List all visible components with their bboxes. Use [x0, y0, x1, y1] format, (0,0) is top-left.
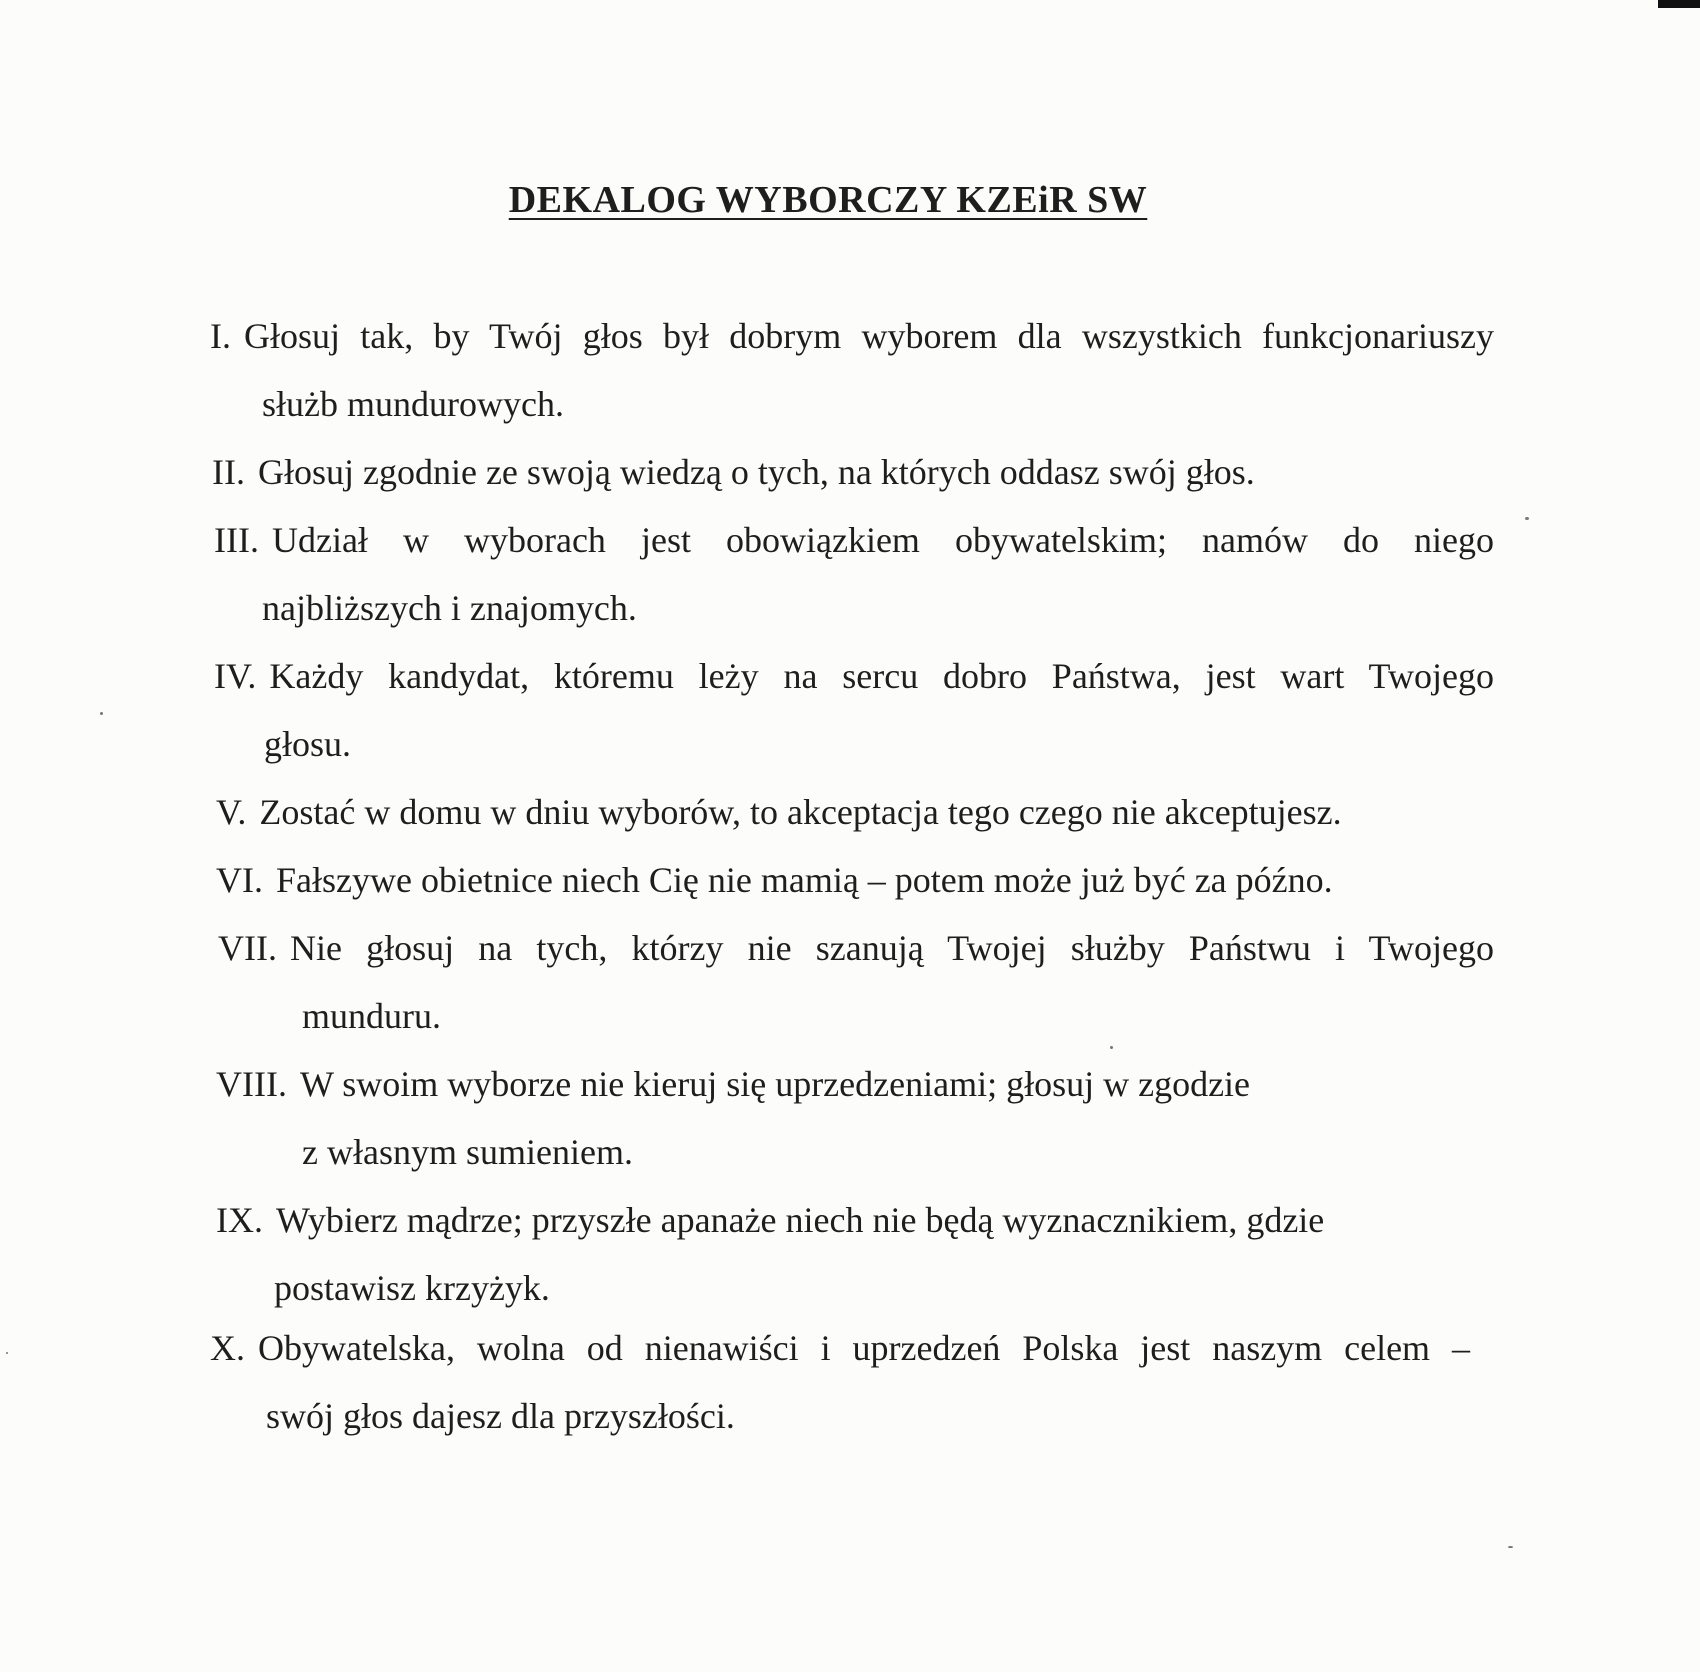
rule-number: X.: [210, 1328, 245, 1368]
scan-speck: [1508, 1546, 1513, 1548]
rule-text: Każdy kandydat, któremu leży na sercu dobro Państwa, jest wart Twojego: [269, 656, 1494, 696]
rule-item-8: [216, 1050, 1250, 1118]
scan-speck: [1110, 1046, 1113, 1049]
rule-item-9-continuation: postawisz krzyżyk.: [274, 1268, 550, 1308]
rule-text: Głosuj tak, by Twój głos był dobrym wyborem dla wszystkich funkcjonariuszy: [244, 316, 1494, 356]
scan-speck: [100, 712, 103, 715]
rule-item-4-continuation: głosu.: [264, 724, 352, 764]
rule-number: III.: [214, 520, 259, 560]
rule-text: Nie głosuj na tych, którzy nie szanują Twojej służby Państwu i Twojego: [289, 928, 1494, 968]
rule-number: II.: [212, 452, 245, 492]
rule-text: Zostać w domu w dniu wyborów, to akceptacja tego czego nie akceptujesz.: [259, 792, 1342, 832]
rule-text: Fałszywe obietnice niech Cię nie mamią – potem może już być za późno.: [276, 860, 1333, 900]
rule-text: Głosuj zgodnie ze swoją wiedzą o tych, na których oddasz swój głos.: [257, 452, 1255, 492]
rule-number: IV.: [214, 656, 257, 696]
rule-text: W swoim wyborze nie kieruj się uprzedzeniami; głosuj w zgodzie: [299, 1064, 1251, 1104]
rule-item-7: [218, 914, 1494, 982]
rule-item-8-continuation: z własnym sumieniem.: [302, 1132, 633, 1172]
rule-item-7-continuation: munduru.: [302, 996, 441, 1036]
rule-number: V.: [216, 792, 247, 832]
scan-speck: [1525, 517, 1529, 520]
rule-number: I.: [210, 316, 231, 356]
scan-speck: [6, 1352, 8, 1354]
rule-item-2: [212, 438, 1255, 506]
rule-item-3: [214, 506, 1494, 574]
rule-item-1: [210, 302, 1494, 370]
rule-item-10-continuation: swój głos dajesz dla przyszłości.: [266, 1396, 735, 1436]
rule-item-3-continuation: najbliższych i znajomych.: [262, 588, 637, 628]
rule-item-9: [216, 1186, 1324, 1254]
rule-item-10: [210, 1314, 1470, 1382]
rule-item-6: [216, 846, 1333, 914]
rule-number: VIII.: [216, 1064, 287, 1104]
document-title: DEKALOG WYBORCZY KZEiR SW: [508, 179, 1148, 221]
rule-item-1-continuation: służb mundurowych.: [262, 384, 564, 424]
rule-text: Wybierz mądrze; przyszłe apanaże niech nie będą wyznacznikiem, gdzie: [276, 1200, 1325, 1240]
scan-edge-mark: [1658, 0, 1700, 8]
rule-number: IX.: [216, 1200, 263, 1240]
rule-item-5: [216, 778, 1342, 846]
rule-text: Obywatelska, wolna od nienawiści i uprzedzeń Polska jest naszym celem –: [258, 1328, 1470, 1368]
rule-item-4: [214, 642, 1494, 710]
rule-number: VII.: [218, 928, 277, 968]
rule-number: VI.: [216, 860, 263, 900]
rule-text: Udział w wyborach jest obowiązkiem obywatelskim; namów do niego: [271, 520, 1494, 560]
